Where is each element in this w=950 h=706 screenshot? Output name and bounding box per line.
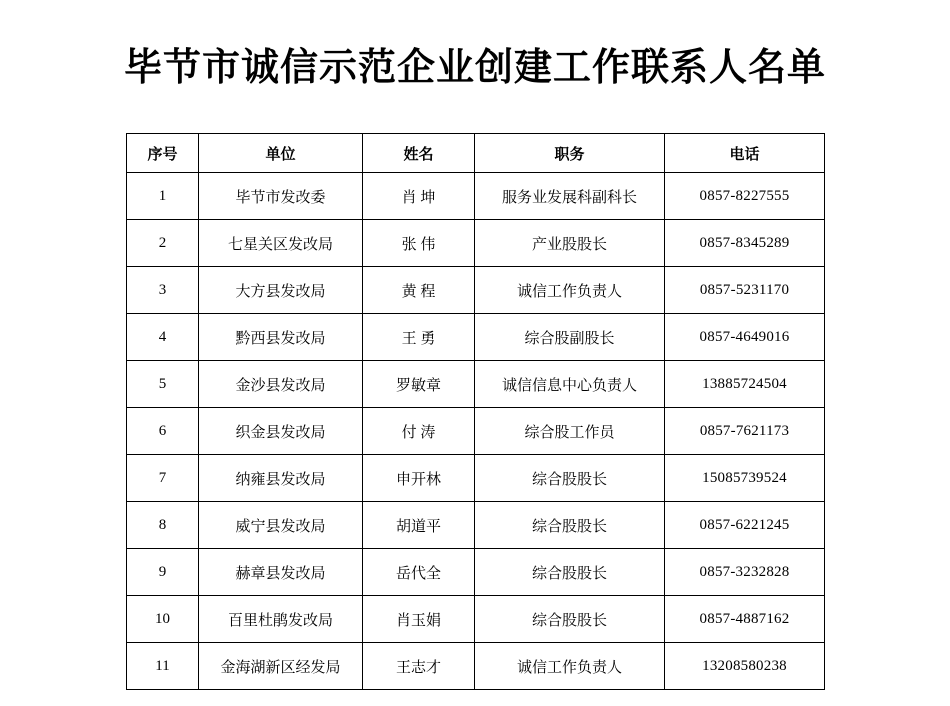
cell-phone: 0857-6221245	[665, 502, 825, 549]
contacts-table-container	[126, 133, 824, 690]
cell-name: 肖 坤	[363, 173, 475, 220]
cell-name: 肖玉娟	[363, 596, 475, 643]
cell-unit: 金海湖新区经发局	[199, 643, 363, 690]
cell-phone: 13208580238	[665, 643, 825, 690]
column-header-post: 职务	[475, 134, 665, 173]
table-row	[127, 455, 825, 502]
cell-post: 服务业发展科副科长	[475, 173, 665, 220]
table-row	[127, 549, 825, 596]
cell-post: 诚信信息中心负责人	[475, 361, 665, 408]
cell-name: 罗敏章	[363, 361, 475, 408]
table-row	[127, 643, 825, 690]
cell-no: 1	[127, 173, 199, 220]
cell-phone: 0857-8345289	[665, 220, 825, 267]
cell-no: 3	[127, 267, 199, 314]
cell-no: 5	[127, 361, 199, 408]
cell-phone: 0857-5231170	[665, 267, 825, 314]
cell-no: 6	[127, 408, 199, 455]
cell-no: 11	[127, 643, 199, 690]
table-row	[127, 267, 825, 314]
cell-phone: 0857-3232828	[665, 549, 825, 596]
cell-post: 综合股工作员	[475, 408, 665, 455]
cell-no: 7	[127, 455, 199, 502]
cell-post: 产业股股长	[475, 220, 665, 267]
cell-phone: 0857-8227555	[665, 173, 825, 220]
cell-no: 4	[127, 314, 199, 361]
table-body	[127, 173, 825, 690]
cell-name: 申开林	[363, 455, 475, 502]
cell-unit: 大方县发改局	[199, 267, 363, 314]
cell-name: 付 涛	[363, 408, 475, 455]
cell-name: 岳代全	[363, 549, 475, 596]
cell-unit: 毕节市发改委	[199, 173, 363, 220]
cell-post: 综合股股长	[475, 502, 665, 549]
cell-phone: 0857-7621173	[665, 408, 825, 455]
table-header-row	[127, 134, 825, 173]
table-row	[127, 173, 825, 220]
table-header	[127, 134, 825, 173]
table-row	[127, 408, 825, 455]
cell-post: 综合股股长	[475, 549, 665, 596]
cell-phone: 0857-4887162	[665, 596, 825, 643]
contacts-table	[126, 133, 825, 690]
cell-name: 胡道平	[363, 502, 475, 549]
cell-unit: 威宁县发改局	[199, 502, 363, 549]
cell-no: 10	[127, 596, 199, 643]
cell-name: 张 伟	[363, 220, 475, 267]
table-row	[127, 314, 825, 361]
cell-post: 综合股副股长	[475, 314, 665, 361]
column-header-no: 序号	[127, 134, 199, 173]
cell-unit: 织金县发改局	[199, 408, 363, 455]
cell-post: 诚信工作负责人	[475, 267, 665, 314]
cell-no: 8	[127, 502, 199, 549]
table-row	[127, 220, 825, 267]
cell-unit: 金沙县发改局	[199, 361, 363, 408]
table-row	[127, 361, 825, 408]
cell-no: 9	[127, 549, 199, 596]
cell-phone: 15085739524	[665, 455, 825, 502]
cell-unit: 纳雍县发改局	[199, 455, 363, 502]
table-row	[127, 596, 825, 643]
cell-unit: 赫章县发改局	[199, 549, 363, 596]
cell-phone: 0857-4649016	[665, 314, 825, 361]
cell-no: 2	[127, 220, 199, 267]
cell-post: 综合股股长	[475, 596, 665, 643]
page-title: 毕节市诚信示范企业创建工作联系人名单	[123, 47, 826, 89]
cell-unit: 七星关区发改局	[199, 220, 363, 267]
cell-name: 王 勇	[363, 314, 475, 361]
cell-post: 综合股股长	[475, 455, 665, 502]
column-header-phone: 电话	[665, 134, 825, 173]
table-row	[127, 502, 825, 549]
cell-name: 王志才	[363, 643, 475, 690]
cell-phone: 13885724504	[665, 361, 825, 408]
cell-name: 黄 程	[363, 267, 475, 314]
cell-post: 诚信工作负责人	[475, 643, 665, 690]
column-header-unit: 单位	[199, 134, 363, 173]
cell-unit: 黔西县发改局	[199, 314, 363, 361]
cell-unit: 百里杜鹃发改局	[199, 596, 363, 643]
column-header-name: 姓名	[363, 134, 475, 173]
